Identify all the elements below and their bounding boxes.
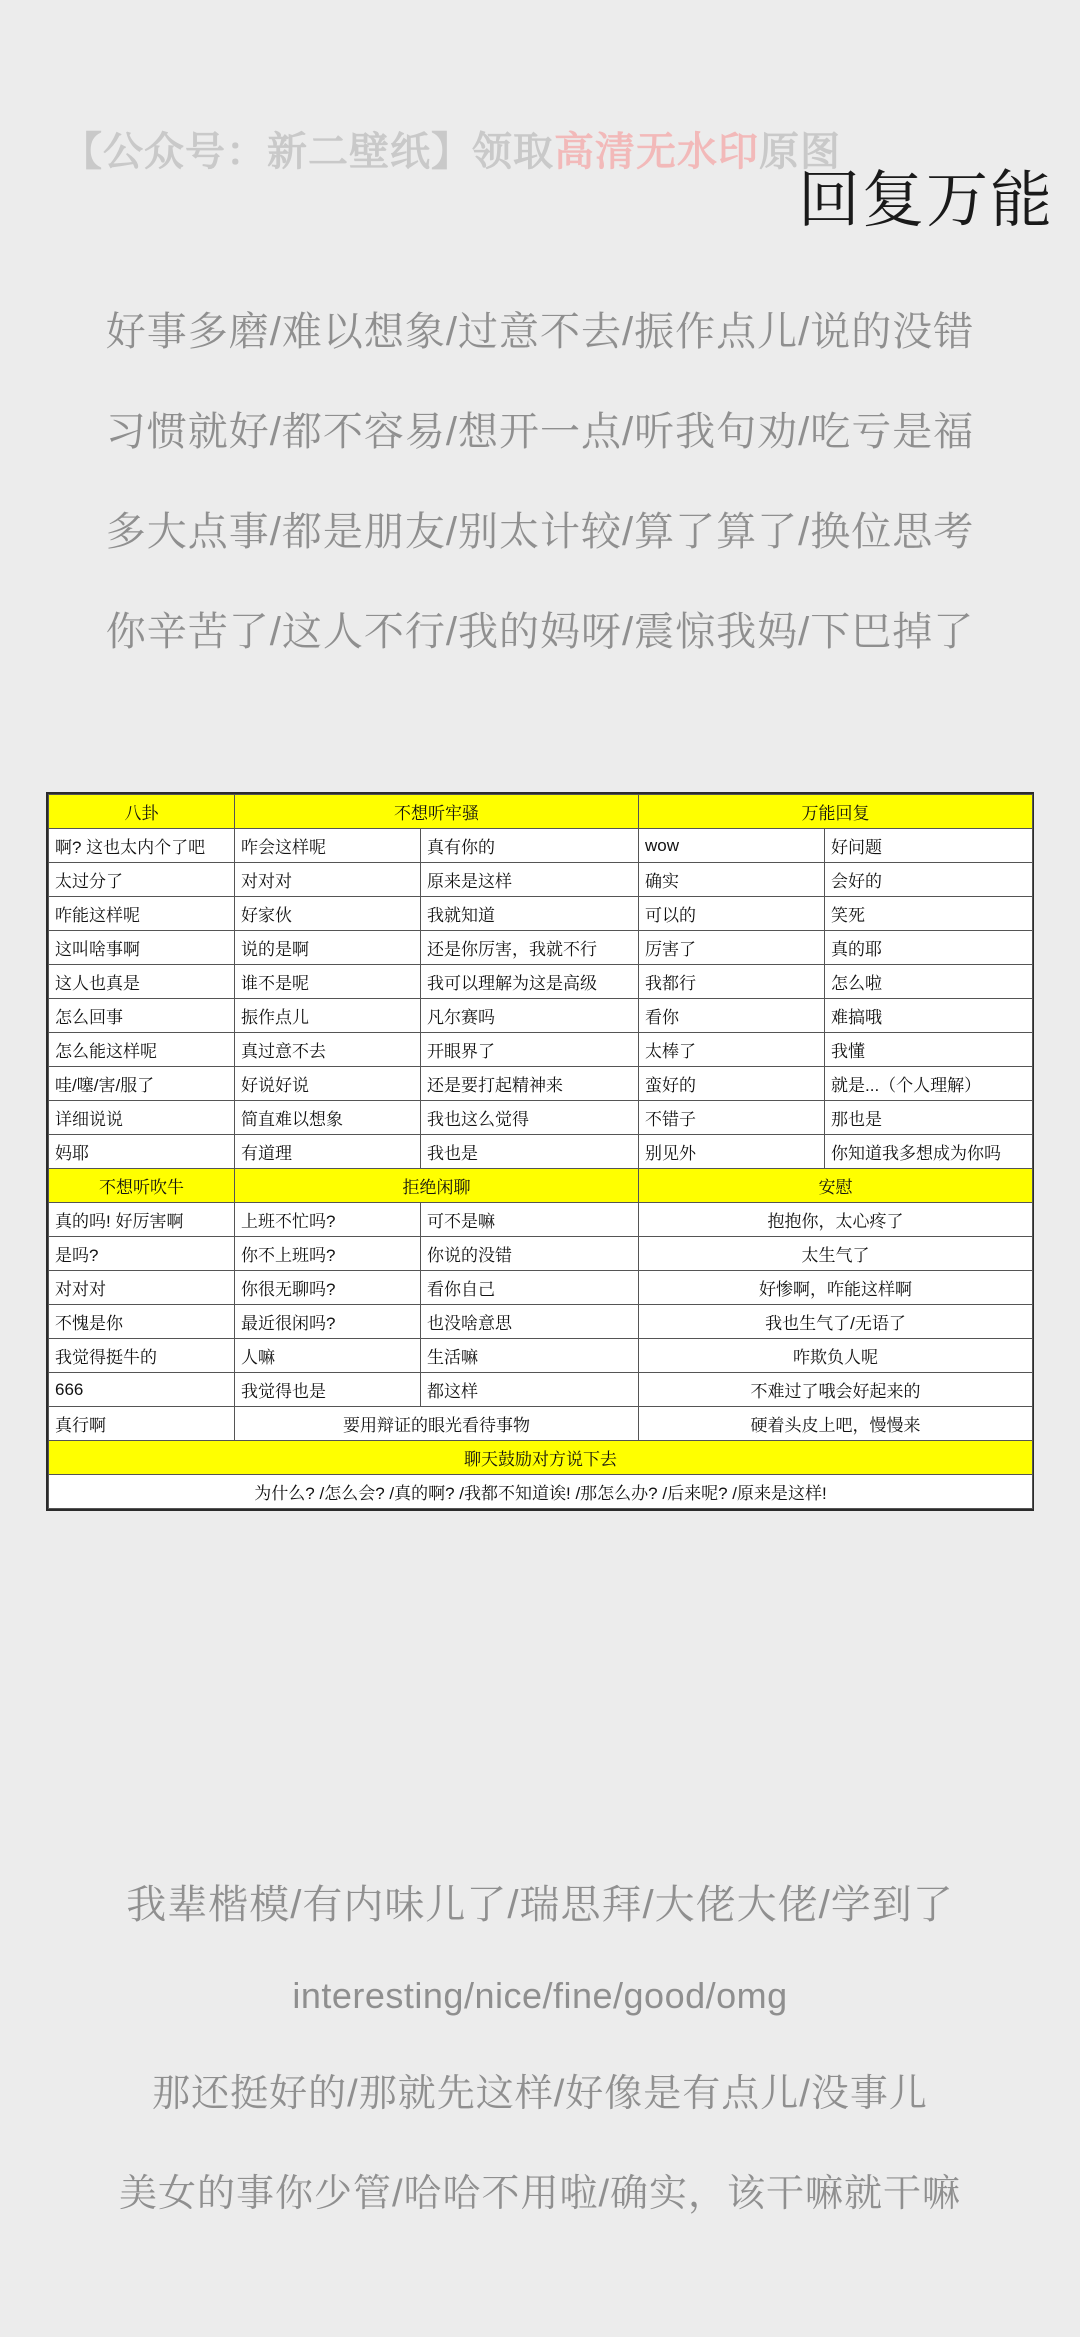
table-cell: 对对对 [235, 863, 421, 897]
phrase-line: 我辈楷模/有内味儿了/瑞思拜/大佬大佬/学到了 [126, 1883, 954, 1927]
table-row [49, 1271, 1033, 1305]
table-cell: 真行啊 [49, 1407, 235, 1441]
table-cell: 谁不是呢 [235, 965, 421, 999]
table-cell: 怎么回事 [49, 999, 235, 1033]
table-cell: 太生气了 [639, 1237, 1033, 1271]
table-cell: 这人也真是 [49, 965, 235, 999]
table-cell: 看你 [639, 999, 825, 1033]
table-row [49, 1237, 1033, 1271]
table-cell: 真有你的 [421, 829, 639, 863]
table-footer-header-row [49, 1441, 1033, 1475]
table-cell: 怎么啦 [825, 965, 1033, 999]
table-row [49, 829, 1033, 863]
table-cell: 人嘛 [235, 1339, 421, 1373]
phrase-line: 你辛苦了/这人不行/我的妈呀/震惊我妈/下巴掉了 [105, 610, 975, 654]
table-cell: 开眼界了 [421, 1033, 639, 1067]
table-header-row [49, 1169, 1033, 1203]
bottom-phrase-block [0, 1873, 1080, 2262]
watermark [62, 120, 841, 177]
table-row [49, 1339, 1033, 1373]
table-cell: 咋欺负人呢 [639, 1339, 1033, 1373]
phrase-line: interesting/nice/fine/good/omg [292, 1975, 788, 2016]
table-cell: 怎么能这样呢 [49, 1033, 235, 1067]
phrase-line: 美女的事你少管/哈哈不用啦/确实，该干嘛就干嘛 [118, 2173, 962, 2215]
table-row [49, 1373, 1033, 1407]
table-cell: 太棒了 [639, 1033, 825, 1067]
table-cell: 确实 [639, 863, 825, 897]
table-cell: 为什么? /怎么会? /真的啊? /我都不知道诶! /那怎么办? /后来呢? /原来是这样! [49, 1475, 1033, 1509]
table-header-cell: 不想听牢骚 [235, 795, 639, 829]
table-cell: 不难过了哦会好起来的 [639, 1373, 1033, 1407]
table-row [49, 897, 1033, 931]
page-title: 回复万能 [797, 163, 1054, 236]
table-cell: 可不是嘛 [421, 1203, 639, 1237]
reply-phrase-table [46, 792, 1034, 1511]
table-row [49, 1067, 1033, 1101]
table-header-cell: 万能回复 [639, 795, 1033, 829]
table-cell: 详细说说 [49, 1101, 235, 1135]
table-cell: 那也是 [825, 1101, 1033, 1135]
table-cell: 会好的 [825, 863, 1033, 897]
table-cell: 就是...（个人理解） [825, 1067, 1033, 1101]
table-row [49, 1203, 1033, 1237]
table-cell: 别见外 [639, 1135, 825, 1169]
table-cell: 我觉得挺牛的 [49, 1339, 235, 1373]
table-cell: 说的是啊 [235, 931, 421, 965]
table-cell: 凡尔赛吗 [421, 999, 639, 1033]
table-cell: 你很无聊吗? [235, 1271, 421, 1305]
table-cell: 硬着头皮上吧，慢慢来 [639, 1407, 1033, 1441]
top-phrase-block [0, 300, 1080, 700]
table-cell: 我也生气了/无语了 [639, 1305, 1033, 1339]
table-cell: 啊? 这也太内个了吧 [49, 829, 235, 863]
table-cell: 真的吗! 好厉害啊 [49, 1203, 235, 1237]
phrase-line: 那还挺好的/那就先这样/好像是有点儿/没事儿 [152, 2073, 928, 2115]
table-row [49, 1305, 1033, 1339]
table-cell: 真过意不去 [235, 1033, 421, 1067]
table-header-cell: 聊天鼓励对方说下去 [49, 1441, 1033, 1475]
table-cell: 咋能这样呢 [49, 897, 235, 931]
table-cell: 妈耶 [49, 1135, 235, 1169]
table-cell: 蛮好的 [639, 1067, 825, 1101]
table-cell: 我觉得也是 [235, 1373, 421, 1407]
table-row [49, 1033, 1033, 1067]
table-cell: 好惨啊，咋能这样啊 [639, 1271, 1033, 1305]
table-cell: wow [639, 829, 825, 863]
table-cell: 对对对 [49, 1271, 235, 1305]
table-cell: 都这样 [421, 1373, 639, 1407]
table-cell: 振作点儿 [235, 999, 421, 1033]
table-cell: 真的耶 [825, 931, 1033, 965]
table-cell: 我就知道 [421, 897, 639, 931]
table-cell: 有道理 [235, 1135, 421, 1169]
table-cell: 不愧是你 [49, 1305, 235, 1339]
table-cell: 我懂 [825, 1033, 1033, 1067]
table-cell: 好家伙 [235, 897, 421, 931]
table-cell: 生活嘛 [421, 1339, 639, 1373]
table-cell: 可以的 [639, 897, 825, 931]
table-header-cell: 不想听吹牛 [49, 1169, 235, 1203]
table-cell: 你知道我多想成为你吗 [825, 1135, 1033, 1169]
watermark-prefix: 【公众号：新二壁纸】领取 [62, 130, 554, 174]
table-cell: 你不上班吗? [235, 1237, 421, 1271]
table-cell: 要用辩证的眼光看待事物 [235, 1407, 639, 1441]
table-cell: 抱抱你，太心疼了 [639, 1203, 1033, 1237]
table-header-cell: 拒绝闲聊 [235, 1169, 639, 1203]
table-row [49, 965, 1033, 999]
table-cell: 我都行 [639, 965, 825, 999]
table-cell: 原来是这样 [421, 863, 639, 897]
table-cell: 笑死 [825, 897, 1033, 931]
table-cell: 你说的没错 [421, 1237, 639, 1271]
table-cell: 咋会这样呢 [235, 829, 421, 863]
table-footer-row [49, 1475, 1033, 1509]
table-cell: 看你自己 [421, 1271, 639, 1305]
table-row [49, 999, 1033, 1033]
table-cell: 简直难以想象 [235, 1101, 421, 1135]
phrase-line: 习惯就好/都不容易/想开一点/听我句劝/吃亏是福 [105, 410, 975, 454]
table-cell: 不错子 [639, 1101, 825, 1135]
table-cell: 最近很闲吗? [235, 1305, 421, 1339]
table-cell: 哇/噻/害/服了 [49, 1067, 235, 1101]
table-cell: 我也是 [421, 1135, 639, 1169]
table-cell: 太过分了 [49, 863, 235, 897]
table-cell: 我可以理解为这是高级 [421, 965, 639, 999]
phrase-line: 多大点事/都是朋友/别太计较/算了算了/换位思考 [105, 510, 975, 554]
phrase-line: 好事多磨/难以想象/过意不去/振作点儿/说的没错 [105, 310, 975, 354]
table-row [49, 863, 1033, 897]
table-row [49, 1407, 1033, 1441]
table-header-cell: 安慰 [639, 1169, 1033, 1203]
table-cell: 难搞哦 [825, 999, 1033, 1033]
table-cell: 厉害了 [639, 931, 825, 965]
table-header-row [49, 795, 1033, 829]
table-cell: 也没啥意思 [421, 1305, 639, 1339]
table-row [49, 1101, 1033, 1135]
table-cell: 还是要打起精神来 [421, 1067, 639, 1101]
table-cell: 666 [49, 1373, 235, 1407]
table-cell: 好说好说 [235, 1067, 421, 1101]
table-cell: 这叫啥事啊 [49, 931, 235, 965]
table-cell: 上班不忙吗? [235, 1203, 421, 1237]
watermark-highlight: 高清无水印 [554, 130, 759, 174]
table-cell: 是吗? [49, 1237, 235, 1271]
table-header-cell: 八卦 [49, 795, 235, 829]
table-cell: 我也这么觉得 [421, 1101, 639, 1135]
table-cell: 好问题 [825, 829, 1033, 863]
table-cell: 还是你厉害，我就不行 [421, 931, 639, 965]
table-row [49, 1135, 1033, 1169]
phrase-grid [48, 794, 1033, 1509]
watermark-suffix: 原图 [759, 130, 841, 174]
table-row [49, 931, 1033, 965]
